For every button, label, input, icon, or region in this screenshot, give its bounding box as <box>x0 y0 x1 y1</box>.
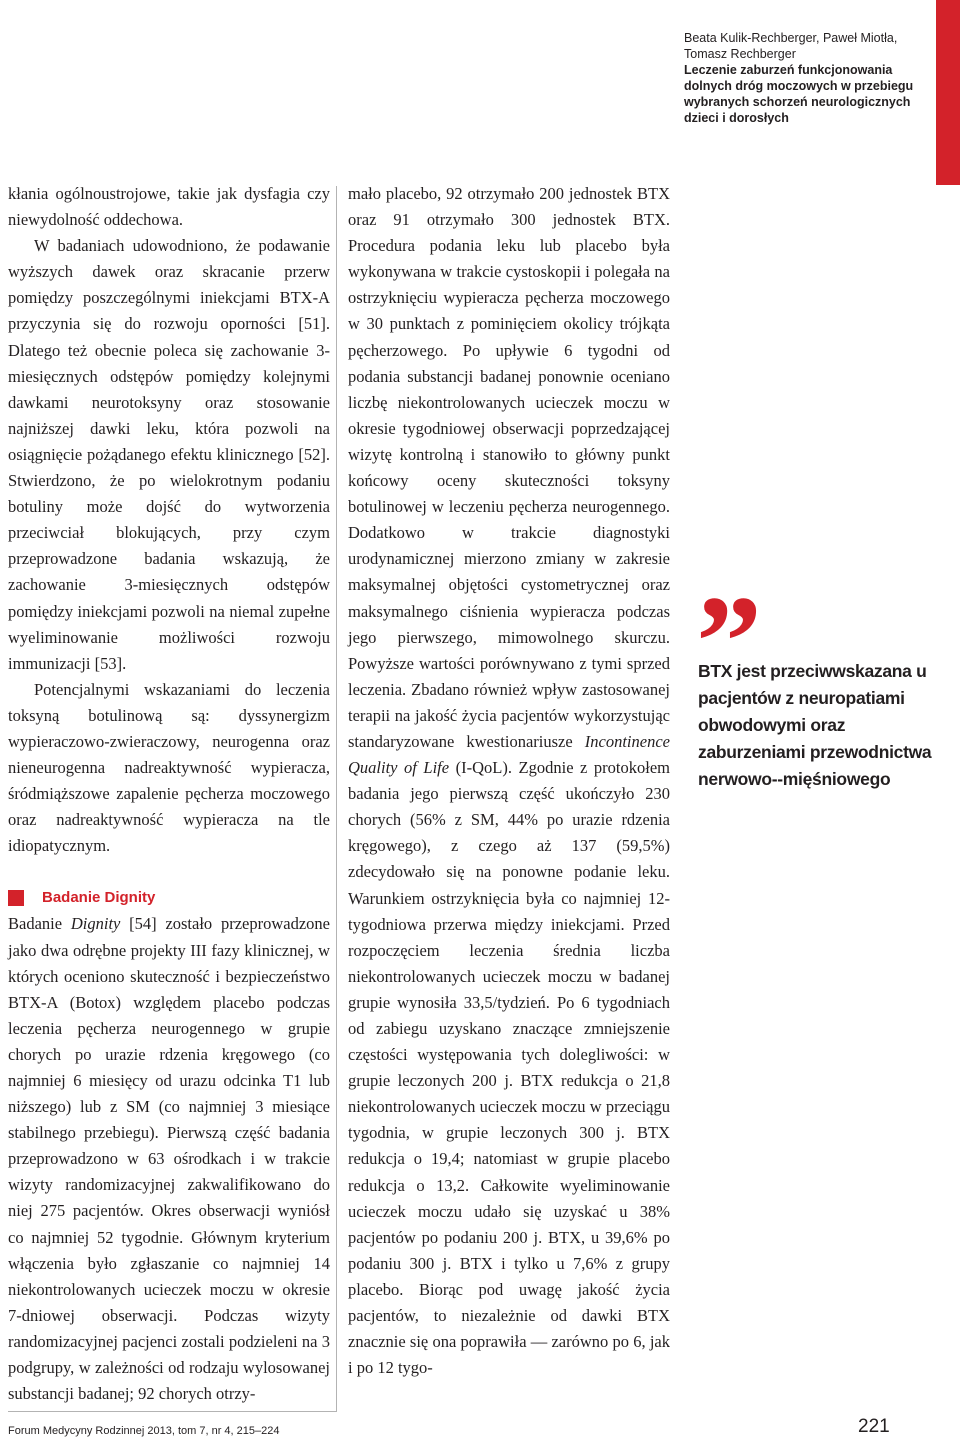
middle-p1-start: mało placebo, 92 otrzymało 200 jednostek BTX oraz 91 otrzymało 300 jednostek BTX. Procedura podania leku lub placebo była wykonywana w trakcie cystoskopii i polegała na ostrzyknięciu wypieracza pęcherza moczowego w 30 punktach z pominięciem okolicy trójkąta pęcherzowego. Po upływie 6 tygodni od podania substancji badanej ponownie oceniano liczbę niekontrolowanych ucieczek moczu w okresie tygodniowej obserwacji poprzedzającej wizytę kontrolną i stanowiło to główny punkt końcowy oceny skuteczności toksyny botulinowej w leczeniu pęcherza neurogennego. Dodatkowo w trakcie diagnostyki urodynamicznej mierzono zmiany w zakresie maksymalnej objętości cystometrycznej oraz maksymalnego ciśnienia wypieracza podczas jego pierwszego, mimowolnego skurczu. Powyższe wartości porównywano z tymi sprzed leczenia. Zbadano również wpływ zastosowanej terapii na jakość życia pacjentów wykorzystując standaryzowane kwestionariusze <box>348 184 670 751</box>
quote-mark-icon <box>696 592 762 652</box>
left-paragraph-3: Potencjalnymi wskazaniami do leczenia toksyną botulinową są: dyssynergizm wypieraczowo-zwieraczowy, neurogenna oraz nieneurogenna nadreaktywność wypieracza, śródmiąższowe zapalenie pęcherza moczowego oraz nadreaktywność wypieracza na tle idiopatycznym. <box>8 679 330 856</box>
left-column <box>8 181 330 1407</box>
middle-p1-end: (I-QoL). Zgodnie z protokołem badania jego pierwszą część ukończyło 230 chorych (56% z SM, 44% po urazie rdzenia kręgowego), z czego aż 137 (59,5%) zdecydowało się na ponowne podanie leku. Warunkiem ostrzyknięcia była co najmniej 12-tygodniowa przerwa między iniekcjami. Przed rozpoczęciem leczenia średnia liczba niekontrolowanych ucieczek moczu w badanej grupie wynosiła 33,5/tydzień. Po 6 tygodniach od zabiegu uzyskano znaczące zmniejszenie częstości występowania tych dolegliwości: w grupie leczonych 200 j. BTX redukcja o 21,8 niekontrolowanych ucieczek moczu w przeciągu tygodnia, w grupie leczonych 300 j. BTX redukcja o 19,4; natomiast w grupie placebo redukcja o 13,2. Całkowite wyeliminowanie ucieczek moczu udało się uzyskać u 38% pacjentów po podaniu 200 j. BTX, u 39,6% po podaniu 300 j. BTX i tylko u 7,6% z grupy placebo. Biorąc pod uwagę jakość życia pacjentów, to niezależnie od dawki BTX znacznie się ona poprawiła — zarówno po 6, jak i po 12 tygo- <box>348 758 670 1378</box>
middle-column <box>348 181 670 1381</box>
header-authors-line2: Tomasz Rechberger <box>684 47 796 61</box>
footer-journal: Forum Medycyny Rodzinnej 2013, tom 7, nr 4, 215–224 <box>8 1425 280 1437</box>
left-p4-rest: [54] zostało przeprowadzone jako dwa odrębne projekty III fazy klinicznej, w których oceniono skuteczność i bezpieczeństwo BTX-A (Botox) względem placebo podczas leczenia pęcherza neurogennego w grupie chorych po urazie rdzenia kręgowego (co najmniej 6 miesięcy od urazu odcinka T1 lub niższego) lub z SM (co najmniej 3 miesiące stabilnego przebiegu). Pierwszą część badania przeprowadzono w 63 ośrodkach i w trakcie wizyty randomizacyjnej zakwalifikowano do niej 275 pacjentów. Okres obserwacji wyniósł co najmniej 52 tygodnie. Głównym kryterium włączenia było zgłaszanie co najmniej 14 niekontrolowanych ucieczek moczu w okresie 7-dniowej obserwacji. Podczas wizyty randomizacyjnej pacjenci zostali podzieleni na 3 podgrupy, w zależności od rodzaju wylosowanej substancji badanej; 92 chorych otrzy- <box>8 914 330 1404</box>
column-divider <box>336 186 337 1412</box>
left-paragraph-1: kłania ogólnoustrojowe, takie jak dysfagia czy niewydolność oddechowa. <box>8 184 330 230</box>
red-edge-tab <box>936 0 960 185</box>
footer-rule <box>8 1411 336 1412</box>
section-square-icon <box>8 890 24 906</box>
left-p4-prefix: Badanie <box>8 914 71 934</box>
header-title-line4: dzieci i dorosłych <box>684 111 789 125</box>
header-authors-line1: Beata Kulik-Rechberger, Paweł Miotła, <box>684 31 898 45</box>
running-header <box>684 30 929 126</box>
section-heading <box>8 885 330 911</box>
header-title-line2: dolnych dróg moczowych w przebiegu <box>684 79 914 93</box>
pull-quote: BTX jest przeciwwskazana u pacjentów z neuropatiami obwodowymi oraz zaburzeniami przewodnictwa nerwowo--mięśniowego <box>698 661 932 789</box>
page-number: 221 <box>858 1416 890 1437</box>
header-title-line1: Leczenie zaburzeń funkcjonowania <box>684 63 893 77</box>
left-p4-italic: Dignity <box>70 914 121 934</box>
middle-paragraph <box>348 181 670 1381</box>
middle-p1-italic: Incontinence Quality of Life <box>348 731 670 778</box>
left-paragraph-2: W badaniach udowodniono, że podawanie wyższych dawek oraz skracanie przerw pomiędzy poszczególnymi iniekcjami BTX-A przyczynia się do rozwoju oporności [51]. Dlatego też obecnie poleca się zachowanie 3-miesięcznych odstępów pomiędzy kolejnymi dawkami neurotoksyny oraz stosowanie najniższej dawki leku, która pozwoli na osiągnięcie pożądanego efektu klinicznego [52]. Stwierdzono, że po wielokrotnym podaniu botuliny może dojść do wytworzenia przeciwciał blokujących, przy czym przeprowadzone badania wskazują, że zachowanie 3-miesięcznych odstępów pomiędzy iniekcjami pozwoli na niemal zupełne wyeliminowanie możliwości rozwoju immunizacji [53]. <box>8 236 330 673</box>
section-heading-text: Badanie Dignity <box>42 889 156 907</box>
header-title-line3: wybranych schorzeń neurologicznych <box>684 95 911 109</box>
left-paragraph-4 <box>8 911 330 1407</box>
